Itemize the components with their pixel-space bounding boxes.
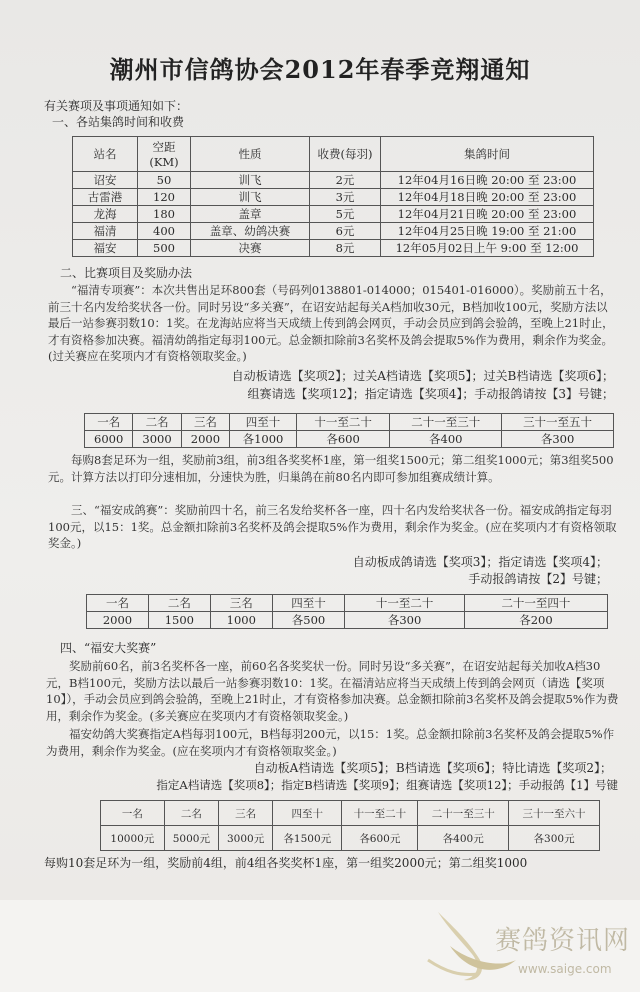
table-cell: 二十一至三十 <box>390 414 502 431</box>
table-cell: 三名 <box>210 595 272 612</box>
table-cell: 2元 <box>310 172 381 189</box>
prize-table-fuan-adult <box>86 594 608 629</box>
watermark-text: 赛鸽资讯网 <box>495 926 631 956</box>
table-cell: 400 <box>138 223 191 240</box>
table-cell: 6000 <box>85 431 133 448</box>
intro-text: 有关赛项及事项通知如下： <box>44 99 189 113</box>
table-cell: 四至十 <box>272 595 345 612</box>
table-cell: 各400元 <box>418 826 509 851</box>
section4-paragraph3: 每购10套足环为一组，奖励前4组，前4组各奖奖杯1座，第一组奖2000元；第二组奖1000 <box>44 856 528 870</box>
table-cell: 十一至二十 <box>345 595 465 612</box>
table-cell: 120 <box>138 189 191 206</box>
table-cell: 诏安 <box>73 172 138 189</box>
table-header: 集鸽时间 <box>381 137 594 172</box>
document-title: 潮州市信鸽协会2012年春季竞翔通知 <box>109 55 531 84</box>
table-cell: 三名 <box>218 801 272 826</box>
table-cell: 一名 <box>87 595 149 612</box>
section4-heading: 四、“福安大奖赛” <box>60 641 157 655</box>
section2-group-paragraph: 每购8套足环为一组，奖励前3组，前3组各奖奖杯1座，第一组奖1500元；第二组奖1000元；第3组奖500元。计算方法以打印分速相加，分速快为胜，归巢鸽在前80名内即可参加组赛成绩计算。 <box>48 453 614 484</box>
table-cell: 二名 <box>133 414 181 431</box>
section4-paragraph2: 福安幼鸽大奖赛指定A档每羽100元，B档每羽200元，以15：1奖。总金额扣除前3名奖杯及鸽会提取5%作为费用，剩余作为奖金。(应在奖项内才有资格领取奖金。) <box>46 727 615 758</box>
table-row <box>101 801 600 826</box>
table-row <box>85 431 614 448</box>
table-row <box>73 172 594 189</box>
table-cell: 各400 <box>390 431 502 448</box>
table-cell: 二名 <box>164 801 218 826</box>
table-cell: 二十一至四十 <box>464 595 607 612</box>
table-cell: 各600 <box>296 431 389 448</box>
table-cell: 二十一至三十 <box>418 801 509 826</box>
table-cell: 十一至二十 <box>296 414 389 431</box>
prize-table-fuan-grand <box>100 800 600 851</box>
table-header: 收费(每羽) <box>310 137 381 172</box>
table-cell: 2000 <box>181 431 229 448</box>
table-cell: 12年04月25日晚 19:00 至 21:00 <box>381 223 594 240</box>
table-cell: 各500 <box>272 612 345 629</box>
table-cell: 1000 <box>210 612 272 629</box>
table-cell: 180 <box>138 206 191 223</box>
table-cell: 2000 <box>87 612 149 629</box>
section3-option-line1: 自动板成鸽请选【奖项3】；指定请选【奖项4】； <box>352 555 608 569</box>
table-cell: 各600元 <box>342 826 418 851</box>
table-header: 空距(KM) <box>138 137 191 172</box>
table-cell: 12年04月16日晚 20:00 至 23:00 <box>381 172 594 189</box>
table-cell: 12年04月21日晚 20:00 至 23:00 <box>381 206 594 223</box>
table-cell: 古雷港 <box>73 189 138 206</box>
section2-option-line1: 自动板请选【奖项2】；过关A档请选【奖项5】；过关B档请选【奖项6】； <box>231 369 614 383</box>
table-cell: 盖章 <box>191 206 310 223</box>
table-cell: 6元 <box>310 223 381 240</box>
table-row <box>73 240 594 257</box>
table-cell: 龙海 <box>73 206 138 223</box>
table-cell: 一名 <box>85 414 133 431</box>
section3-option-line2: 手动报鸽请按【2】号键； <box>468 572 608 586</box>
watermark-url: www.saige.com <box>518 962 612 976</box>
section2-option-line2: 组赛请选【奖项12】；指定请选【奖项4】；手动报鸽请按【3】号键； <box>247 387 614 401</box>
table-cell: 3元 <box>310 189 381 206</box>
table-cell: 训飞 <box>191 172 310 189</box>
table-cell: 各300 <box>345 612 465 629</box>
table-cell: 盖章、幼鸽决赛 <box>191 223 310 240</box>
section2-paragraph: “福清专项赛”：本次共售出足环800套（号码列0138801-014000；015401-016000）。奖励前五十名，前三十名内发给奖状各一份。同时另设“多关赛”，在诏安站起每关A档加收30元，B档加收100元，奖励方法以最后一站参赛羽数10：1奖。在龙海站应将当天成绩上传到鸽会网页，手动会员应到鸽会验鸽，至晚上21时止，才有资格参加决赛。福清幼鸽指定每羽100元。总金额扣除前3名奖杯及鸽会提取5%作为费用，剩余作为奖金。(过关赛应在奖项内才有资格领取奖金。) <box>48 283 614 363</box>
table-cell: 3000 <box>133 431 181 448</box>
table-cell: 各300 <box>502 431 614 448</box>
table-cell: 福安 <box>73 240 138 257</box>
table-cell: 三十一至六十 <box>509 801 600 826</box>
station-table <box>72 136 594 257</box>
table-header: 站名 <box>73 137 138 172</box>
table-cell: 3000元 <box>218 826 272 851</box>
table-cell: 三名 <box>181 414 229 431</box>
table-cell: 500 <box>138 240 191 257</box>
table-cell: 50 <box>138 172 191 189</box>
table-row <box>87 595 608 612</box>
table-cell: 福清 <box>73 223 138 240</box>
prize-table-fuqing <box>84 413 614 448</box>
table-cell: 10000元 <box>101 826 165 851</box>
table-cell: 8元 <box>310 240 381 257</box>
table-row <box>73 137 594 172</box>
section4-option-line1: 自动板A档请选【奖项5】；B档请选【奖项6】；特比请选【奖项2】； <box>253 761 612 775</box>
table-cell: 5000元 <box>164 826 218 851</box>
table-row <box>73 206 594 223</box>
table-cell: 二名 <box>148 595 210 612</box>
table-cell: 各300元 <box>509 826 600 851</box>
table-cell: 一名 <box>101 801 165 826</box>
table-cell: 决赛 <box>191 240 310 257</box>
table-cell: 十一至二十 <box>342 801 418 826</box>
table-cell: 四至十 <box>230 414 297 431</box>
table-cell: 5元 <box>310 206 381 223</box>
section1-heading: 一、各站集鸽时间和收费 <box>52 115 185 129</box>
table-cell: 12年04月18日晚 20:00 至 23:00 <box>381 189 594 206</box>
table-row <box>73 189 594 206</box>
table-row <box>101 826 600 851</box>
table-header: 性质 <box>191 137 310 172</box>
table-row <box>87 612 608 629</box>
table-cell: 各1500元 <box>273 826 342 851</box>
table-cell: 四至十 <box>273 801 342 826</box>
table-cell: 训飞 <box>191 189 310 206</box>
table-cell: 12年05月02日上午 9:00 至 12:00 <box>381 240 594 257</box>
table-cell: 1500 <box>148 612 210 629</box>
section4-paragraph1: 奖励前60名，前3名奖杯各一座，前60名各奖奖状一份。同时另设“多关赛”，在诏安站起每关加收A档30元，B档100元，奖励方法以最后一站参赛羽数10：1奖。在福清站应将当天成绩上传到鸽会网页（请选【奖项10】），手动会员应到鸽会验鸽，至晚上21时止，才有资格参加决赛。总金额扣除前3名奖杯及鸽会提取5%作为费用，剩余作为奖金。(多关赛应在奖项内才有资格领取奖金。) <box>46 659 619 723</box>
table-cell: 各1000 <box>230 431 297 448</box>
table-cell: 各200 <box>464 612 607 629</box>
table-cell: 三十一至五十 <box>502 414 614 431</box>
section2-heading: 二、比赛项目及奖励办法 <box>60 266 193 280</box>
table-row <box>85 414 614 431</box>
section4-option-line2: 指定A档请选【奖项8】；指定B档请选【奖项9】；组赛请选【奖项12】；手动报鸽【1】号键 <box>156 778 618 792</box>
section3-paragraph: 三、“福安成鸽赛”：奖励前四十名，前三名发给奖杯各一座，四十名内发给奖状各一份。福安成鸽指定每羽100元，以15：1奖。总金额扣除前3名奖杯及鸽会提取5%作为费用，剩余作为奖金。(应在奖项内才有资格领取奖金。) <box>48 503 617 550</box>
table-row <box>73 223 594 240</box>
